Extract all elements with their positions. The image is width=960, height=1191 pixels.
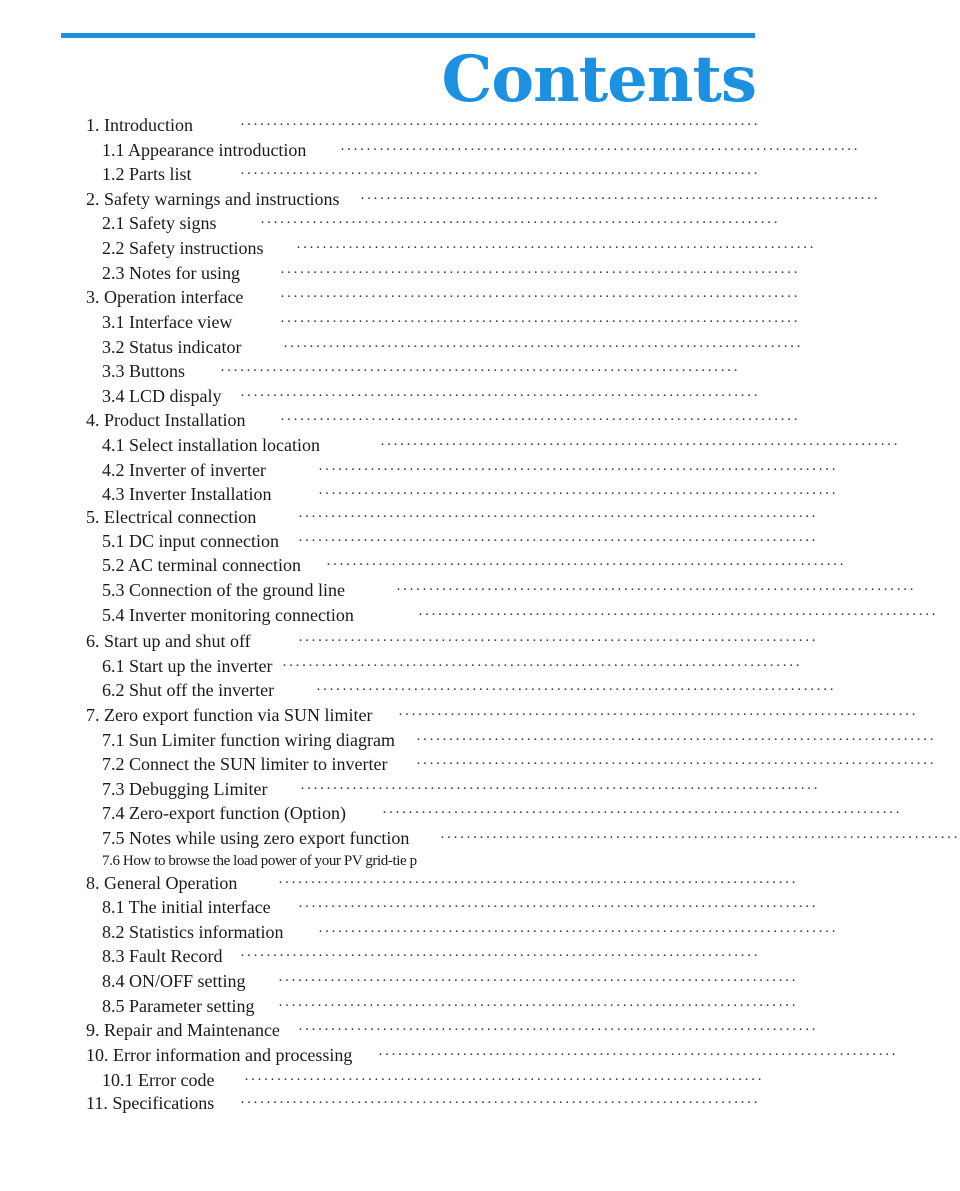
dot-leader: ················································································ xyxy=(282,658,802,674)
dot-leader: ················································································ xyxy=(220,363,740,379)
dot-leader: ················································································ xyxy=(298,509,818,525)
dot-leader: ················································································ xyxy=(416,756,936,772)
toc-entry[interactable]: 8.5 Parameter setting xyxy=(102,996,255,1016)
dot-leader: ················································································ xyxy=(298,633,818,649)
toc-entry[interactable]: 7.2 Connect the SUN limiter to inverter xyxy=(102,754,388,774)
toc-entry[interactable]: 2.2 Safety instructions xyxy=(102,238,264,258)
dot-leader: ················································································ xyxy=(316,682,836,698)
toc-entry[interactable]: 7.5 Notes while using zero export function xyxy=(102,828,410,848)
toc-entry[interactable]: 7.3 Debugging Limiter xyxy=(102,779,268,799)
toc-entry[interactable]: 6.1 Start up the inverter xyxy=(102,656,273,676)
toc-entry[interactable]: 4.2 Inverter of inverter xyxy=(102,460,266,480)
toc-entry[interactable]: 4. Product Installation xyxy=(86,410,246,430)
dot-leader: ················································································ xyxy=(378,1047,898,1063)
toc-entry[interactable]: 6.2 Shut off the inverter xyxy=(102,680,275,700)
toc-entry[interactable]: 5. Electrical connection xyxy=(86,507,257,527)
toc-entry[interactable]: 11. Specifications xyxy=(86,1093,215,1113)
toc-entry[interactable]: 5.4 Inverter monitoring connection xyxy=(102,605,354,625)
toc-entry[interactable]: 7.6 How to browse the load power of your PV grid-tie p xyxy=(102,853,417,869)
dot-leader: ················································································ xyxy=(418,607,938,623)
dot-leader: ················································································ xyxy=(280,314,800,330)
dot-leader: ················································································ xyxy=(278,973,798,989)
toc-entry[interactable]: 8. General Operation xyxy=(86,873,238,893)
toc-entry[interactable]: 8.1 The initial interface xyxy=(102,897,271,917)
toc-entry[interactable]: 8.2 Statistics information xyxy=(102,922,284,942)
dot-leader: ················································································ xyxy=(280,265,800,281)
toc-entry[interactable]: 1. Introduction xyxy=(86,115,193,135)
dot-leader: ················································································ xyxy=(318,486,838,502)
toc-entry[interactable]: 9. Repair and Maintenance xyxy=(86,1020,280,1040)
toc-entry[interactable]: 7. Zero export function via SUN limiter xyxy=(86,705,373,725)
dot-leader: ················································································ xyxy=(298,899,818,915)
dot-leader: ················································································ xyxy=(278,998,798,1014)
dot-leader: ················································································ xyxy=(240,388,760,404)
dot-leader: ················································································ xyxy=(416,732,936,748)
toc-entry[interactable]: 6. Start up and shut off xyxy=(86,631,251,651)
toc-entry[interactable]: 7.4 Zero-export function (Option) xyxy=(102,803,346,823)
toc-entry[interactable]: 3.4 LCD dispaly xyxy=(102,386,222,406)
toc-entry[interactable]: 1.2 Parts list xyxy=(102,164,192,184)
dot-leader: ················································································ xyxy=(300,781,820,797)
dot-leader: ················································································ xyxy=(240,117,760,133)
toc-entry[interactable]: 2.3 Notes for using xyxy=(102,263,240,283)
toc-entry[interactable]: 1.1 Appearance introduction xyxy=(102,140,307,160)
dot-leader: ················································································ xyxy=(240,948,760,964)
dot-leader: ················································································ xyxy=(380,437,900,453)
dot-leader: ················································································ xyxy=(318,462,838,478)
dot-leader: ················································································ xyxy=(398,707,918,723)
toc-entry[interactable]: 2.1 Safety signs xyxy=(102,213,217,233)
dot-leader: ················································································ xyxy=(298,1022,818,1038)
dot-leader: ················································································ xyxy=(340,142,860,158)
dot-leader: ················································································ xyxy=(396,582,916,598)
dot-leader: ················································································ xyxy=(360,191,880,207)
toc-entry[interactable]: 8.3 Fault Record xyxy=(102,946,223,966)
dot-leader: ················································································ xyxy=(240,1095,760,1111)
dot-leader: ················································································ xyxy=(240,166,760,182)
dot-leader: ················································································ xyxy=(280,412,800,428)
dot-leader: ················································································ xyxy=(318,924,838,940)
toc-entry[interactable]: 2. Safety warnings and instructions xyxy=(86,189,340,209)
toc-entry[interactable]: 8.4 ON/OFF setting xyxy=(102,971,246,991)
dot-leader: ················································································ xyxy=(326,557,846,573)
dot-leader: ················································································ xyxy=(296,240,816,256)
dot-leader: ················································································ xyxy=(440,830,960,846)
toc-entry[interactable]: 7.1 Sun Limiter function wiring diagram xyxy=(102,730,395,750)
toc-entry[interactable]: 3.3 Buttons xyxy=(102,361,186,381)
toc-entry[interactable]: 5.3 Connection of the ground line xyxy=(102,580,345,600)
toc-entry[interactable]: 3. Operation interface xyxy=(86,287,244,307)
dot-leader: ················································································ xyxy=(244,1072,764,1088)
toc-entry[interactable]: 4.3 Inverter Installation xyxy=(102,484,272,504)
dot-leader: ················································································ xyxy=(283,339,803,355)
dot-leader: ················································································ xyxy=(280,289,800,305)
dot-leader: ················································································ xyxy=(382,805,902,821)
toc-entry[interactable]: 10.1 Error code xyxy=(102,1070,215,1090)
toc-entry[interactable]: 5.1 DC input connection xyxy=(102,531,279,551)
toc-entry[interactable]: 4.1 Select installation location xyxy=(102,435,320,455)
toc-entry[interactable]: 5.2 AC terminal connection xyxy=(102,555,301,575)
toc-entry[interactable]: 10. Error information and processing xyxy=(86,1045,353,1065)
dot-leader: ················································································ xyxy=(278,875,798,891)
page-title: Contents xyxy=(441,42,756,117)
dot-leader: ················································································ xyxy=(298,533,818,549)
toc-entry[interactable]: 3.2 Status indicator xyxy=(102,337,242,357)
toc-entry[interactable]: 3.1 Interface view xyxy=(102,312,233,332)
dot-leader: ················································································ xyxy=(260,215,780,231)
